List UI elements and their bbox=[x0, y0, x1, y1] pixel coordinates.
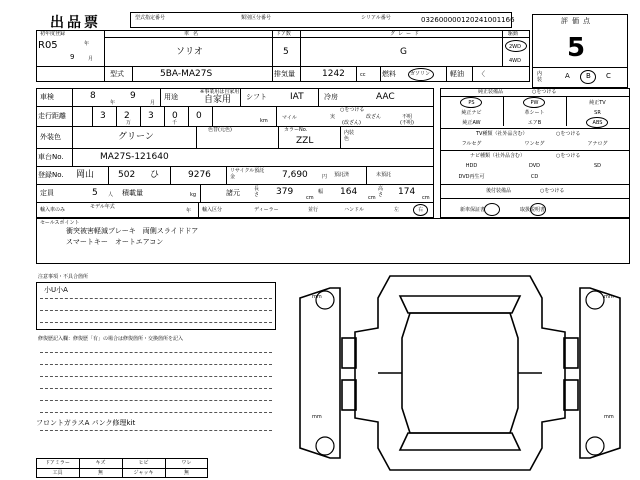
plate-region: 岡山 bbox=[76, 170, 95, 180]
legend-h1: ドアミラー bbox=[45, 460, 70, 466]
inspection-month-unit: 月 bbox=[150, 100, 156, 106]
import-type-label: 輸入区分 bbox=[202, 207, 223, 213]
interior-c: C bbox=[606, 72, 611, 80]
car-damage-diagram bbox=[280, 268, 640, 478]
mileage-label: 走行距離 bbox=[38, 112, 66, 120]
height-label: 高さ bbox=[378, 186, 384, 198]
grade-value: G bbox=[400, 47, 407, 57]
fuel-value: ガソリン bbox=[410, 71, 431, 77]
plate-kana: ひ bbox=[150, 170, 160, 180]
model-type-label: 型式 bbox=[110, 70, 124, 78]
drive-2wd: 2WD bbox=[509, 44, 521, 50]
mileage-opt-1-note: (改ざん) bbox=[342, 120, 361, 126]
doors-value: 5 bbox=[283, 47, 289, 57]
navi-sd: SD bbox=[593, 163, 602, 169]
capacity-label: 定員 bbox=[40, 189, 54, 197]
warranty-circle bbox=[484, 203, 500, 216]
sales-points-label: セールスポイント bbox=[40, 220, 80, 226]
plate-number: 9276 bbox=[188, 170, 211, 180]
inspection-month: 9 bbox=[130, 91, 136, 101]
equip-abs-circle bbox=[586, 117, 608, 128]
drive-2wd-circle bbox=[505, 40, 527, 52]
serial-value: 032600000120241001166 bbox=[421, 16, 515, 24]
navi-hdd: HDD bbox=[465, 163, 478, 169]
mileage-digit-4: 0 bbox=[172, 111, 178, 121]
class-no-label: 類別区分番号 bbox=[241, 15, 272, 21]
km-unit: km bbox=[260, 118, 268, 124]
tire-mm-front-right: mm bbox=[604, 294, 614, 300]
tire-mm-rear-right: mm bbox=[604, 414, 614, 420]
mileage-digit-5: 0 bbox=[196, 111, 202, 121]
notes-line1: 小U小A bbox=[44, 286, 68, 294]
ac-value: AAC bbox=[376, 92, 395, 102]
legend-r2: 無 bbox=[97, 470, 103, 476]
tire-mm-rear-left: mm bbox=[312, 414, 322, 420]
exterior-color-label: 外装色 bbox=[40, 133, 61, 141]
page-title: 出品票 bbox=[50, 15, 101, 31]
month-suffix: 月 bbox=[88, 56, 94, 62]
equip-ps-circle bbox=[460, 97, 482, 108]
inspection-label: 車検 bbox=[40, 93, 54, 101]
light-oil-label: 軽油 bbox=[450, 70, 464, 78]
width-unit: cm bbox=[368, 195, 376, 201]
legend-h2: キズ bbox=[95, 460, 106, 466]
recycle-label: リサイクル預託金 bbox=[230, 168, 265, 180]
recycle-paid: 預託済 bbox=[334, 172, 350, 178]
usage-value: 自家用 bbox=[204, 95, 232, 105]
tv-title: TV種類（社外品含む） bbox=[476, 131, 528, 137]
fuel-circle bbox=[408, 68, 434, 81]
equip-sr: SR bbox=[594, 110, 601, 116]
tv-oneseg: ワンセグ bbox=[524, 141, 545, 147]
light-oil-mark: 〈 bbox=[478, 70, 485, 78]
legend-r3: ジャッキ bbox=[133, 470, 154, 476]
navi-cd: CD bbox=[530, 174, 539, 180]
displacement-label: 排気量 bbox=[274, 70, 295, 78]
shift-label: シフト bbox=[246, 93, 267, 101]
shift-value: IAT bbox=[290, 92, 304, 102]
car-name-value: ソリオ bbox=[176, 47, 203, 57]
sales-points-line2: スマートキー オートエアコン bbox=[66, 238, 164, 246]
man-unit: 万 bbox=[126, 120, 132, 126]
import-label: 輸入車のみ bbox=[40, 207, 66, 213]
equip-ps: PS bbox=[468, 100, 475, 106]
mileage-opt-4-note: (不明) bbox=[400, 120, 414, 126]
legend-r4: 無 bbox=[183, 470, 189, 476]
tv-analog: アナログ bbox=[587, 141, 608, 147]
color-no-label: カラーNo. bbox=[284, 127, 308, 133]
fuel-label: 燃料 bbox=[382, 70, 396, 78]
chassis-value: MA27S-121640 bbox=[100, 152, 169, 162]
mileage-opt-3: 改ざん bbox=[366, 114, 382, 120]
interior-b: B bbox=[586, 72, 591, 80]
inspection-year: 8 bbox=[90, 91, 96, 101]
mileage-digit-2: 2 bbox=[124, 111, 130, 121]
first-reg-label: 初年度登録 bbox=[40, 31, 66, 37]
handle-right: 右 bbox=[418, 207, 424, 213]
length-unit: cm bbox=[306, 195, 314, 201]
bottom-notes-text: フロントガラスA パンク修理kit bbox=[36, 419, 136, 427]
manual-circle bbox=[530, 203, 546, 216]
model-year-suffix: 年 bbox=[186, 208, 192, 214]
mileage-opt-1: 実 bbox=[330, 114, 336, 120]
color-no-value: ZZL bbox=[296, 136, 314, 146]
handle-right-circle bbox=[413, 204, 428, 216]
circle-note: ○をつける bbox=[340, 107, 365, 113]
legend-h3: ヒビ bbox=[138, 460, 149, 466]
score-box bbox=[532, 14, 628, 88]
navi-circle-note: ○をつける bbox=[556, 153, 581, 159]
first-reg-month: 9 bbox=[70, 53, 75, 61]
mile-label: マイル bbox=[282, 115, 297, 121]
cert-no-label: 型式指定番号 bbox=[135, 15, 166, 21]
interior-score-label: 内装 bbox=[537, 71, 543, 83]
tv-fullseg: フルセグ bbox=[461, 141, 482, 147]
legend-r1: 工具 bbox=[52, 470, 63, 476]
exterior-color-value: グリーン bbox=[118, 132, 154, 142]
grade-eval-label: 評価点 bbox=[561, 17, 594, 25]
ac-label: 冷房 bbox=[324, 93, 338, 101]
score-value: 5 bbox=[567, 33, 586, 63]
first-reg-era-year: R05 bbox=[38, 40, 58, 51]
equip-tv: 純正TV bbox=[589, 100, 606, 106]
capacity-value: 5 bbox=[92, 188, 98, 198]
length-label: 長さ bbox=[254, 186, 260, 198]
inspection-year-unit: 年 bbox=[110, 100, 116, 106]
plate-label: 登録No. bbox=[38, 171, 64, 179]
parallel-label: 並行 bbox=[308, 207, 319, 213]
after-title: 後付装備品 bbox=[486, 188, 512, 194]
equipment-title: 純正装備品 bbox=[478, 89, 504, 95]
width-value: 164 bbox=[340, 187, 358, 197]
mileage-digit-1: 3 bbox=[100, 111, 106, 121]
mileage-opt-4: 不明 bbox=[402, 114, 413, 120]
after-circle-note: ○をつける bbox=[540, 188, 565, 194]
dealer-label: ディーラー bbox=[254, 207, 279, 213]
interior-color-label: 内装色 bbox=[344, 130, 355, 142]
tire-mm-front-left: mm bbox=[312, 294, 322, 300]
serial-label: シリアル番号 bbox=[361, 15, 391, 21]
equipment-circle-note: ○をつける bbox=[532, 89, 557, 95]
navi-dvd-play: DVD再生可 bbox=[458, 174, 485, 180]
grade-label: グレード bbox=[390, 31, 423, 37]
doors-label: ドア数 bbox=[276, 31, 291, 37]
usage-label: 用途 bbox=[164, 93, 178, 101]
year-suffix: 年 bbox=[84, 41, 90, 47]
capacity-unit: 人 bbox=[108, 192, 114, 198]
width-label: 幅 bbox=[318, 189, 324, 195]
sales-points-line1: 衝突被害軽減ブレーキ 両側スライドドア bbox=[66, 227, 199, 235]
handle-left: 左 bbox=[394, 207, 400, 213]
equip-pw-circle bbox=[523, 97, 545, 108]
model-year-label: モデル年式 bbox=[90, 204, 115, 210]
plate-class: 502 bbox=[118, 170, 136, 180]
equip-aw: 純正AW bbox=[462, 120, 481, 126]
load-label: 積載量 bbox=[122, 189, 143, 197]
equip-pw: PW bbox=[530, 100, 539, 106]
drive-label: 駆動 bbox=[508, 31, 519, 37]
recycle-unit: 円 bbox=[322, 174, 328, 180]
displacement-value: 1242 bbox=[322, 69, 345, 79]
load-unit: kg bbox=[190, 192, 197, 198]
new-car-warranty: 新車保証書 bbox=[460, 207, 486, 213]
chassis-label: 車台No. bbox=[38, 153, 64, 161]
recycle-value: 7,690 bbox=[282, 170, 308, 180]
handle-label: ハンドル bbox=[344, 207, 365, 213]
mileage-digit-3: 3 bbox=[148, 111, 154, 121]
equip-abs: ABS bbox=[592, 120, 603, 126]
repair-label: 修復歴記入欄：修復歴「有」の場合は修復箇所・交換箇所を記入 bbox=[38, 336, 184, 342]
recycle-unpaid: 未預託 bbox=[376, 172, 392, 178]
usage-note: ※事業用は自家用 bbox=[200, 89, 240, 95]
notes-label: 注意事項・不具合箇所 bbox=[38, 274, 89, 280]
equip-airbag: エアB bbox=[527, 120, 542, 126]
color-change-label: 色替(元色) bbox=[208, 127, 232, 133]
length-value: 379 bbox=[276, 187, 294, 197]
displacement-unit: cc bbox=[360, 72, 366, 78]
model-type-value: 5BA-MA27S bbox=[160, 69, 213, 79]
dimensions-label: 諸元 bbox=[226, 189, 240, 197]
height-value: 174 bbox=[398, 187, 416, 197]
equip-navi: 純正ナビ bbox=[461, 110, 482, 116]
sen-unit: 千 bbox=[172, 120, 178, 126]
navi-dvd: DVD bbox=[528, 163, 541, 169]
interior-a: A bbox=[565, 72, 570, 80]
navi-title: ナビ種類（社外品含む） bbox=[470, 153, 526, 159]
tv-circle-note: ○をつける bbox=[556, 131, 581, 137]
header-codes-box bbox=[130, 12, 515, 28]
car-name-label: 車名 bbox=[184, 31, 203, 37]
interior-b-circle bbox=[580, 70, 596, 84]
drive-4wd: 4WD bbox=[509, 58, 521, 64]
manual: 取扱説明書 bbox=[520, 207, 546, 213]
legend-h4: ワレ bbox=[181, 460, 192, 466]
height-unit: cm bbox=[422, 195, 430, 201]
equip-leather: 革シート bbox=[524, 110, 545, 116]
